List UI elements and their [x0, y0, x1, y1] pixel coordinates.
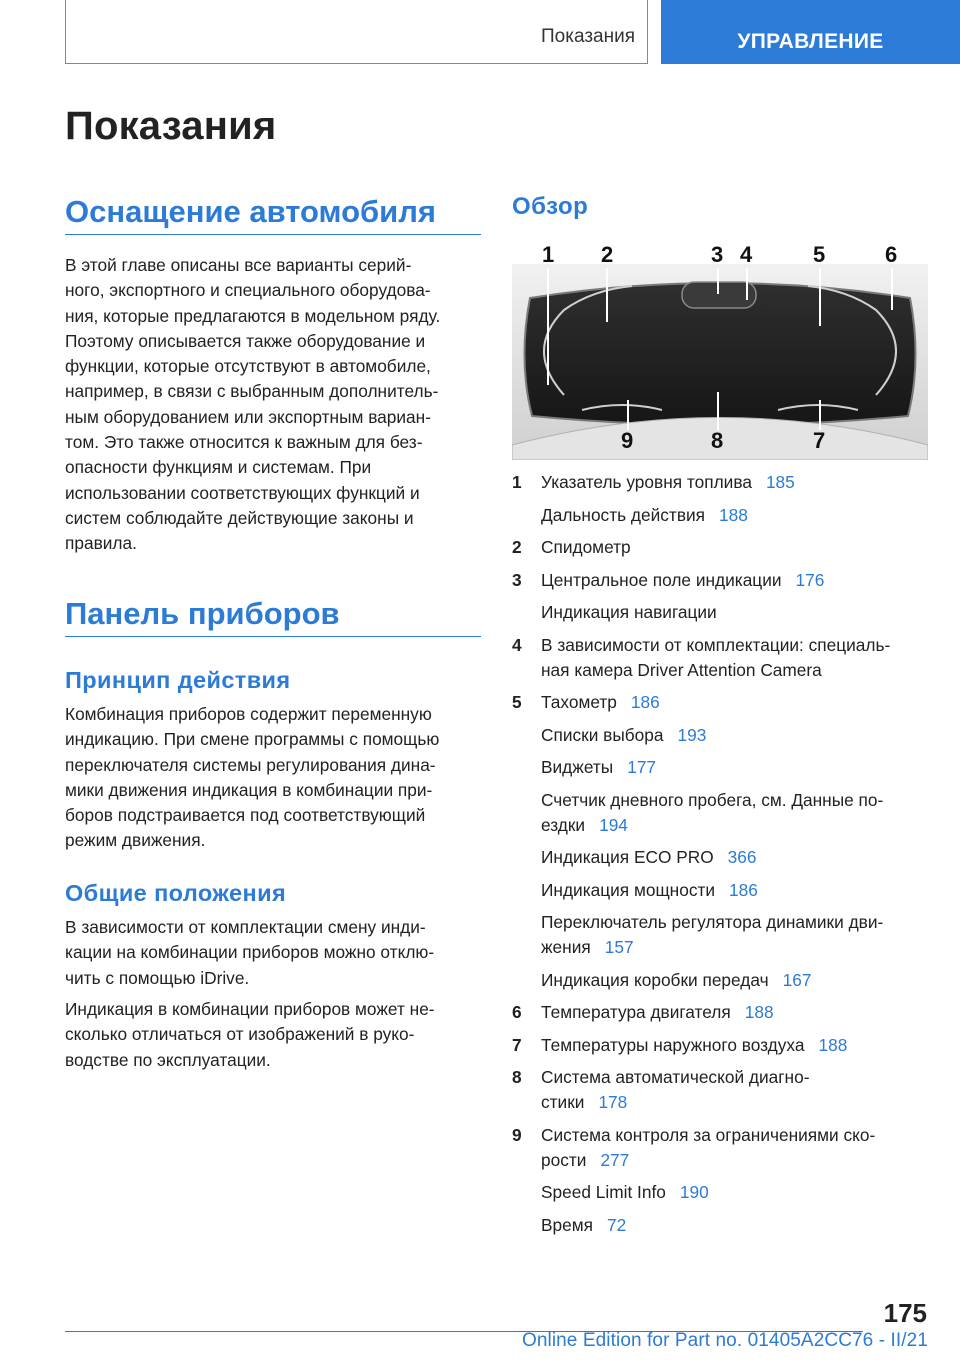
- legend-text: Тахометр: [541, 692, 617, 712]
- legend-item: [512, 910, 928, 960]
- instrument-cluster-image: [512, 240, 928, 460]
- legend-item: [512, 968, 928, 993]
- callout-2: 2: [601, 242, 614, 267]
- equipment-heading: Оснащение автомобиля: [65, 194, 436, 229]
- legend-item: [512, 1033, 928, 1058]
- legend-item: [512, 723, 928, 748]
- legend-item: [512, 690, 928, 715]
- legend-item: [512, 1065, 928, 1115]
- overview-heading: Обзор: [512, 193, 589, 220]
- legend-item: [512, 788, 928, 838]
- page-ref-link[interactable]: 176: [795, 569, 825, 590]
- legend-number: 8: [512, 1067, 522, 1087]
- legend-text: Дальность действия: [541, 504, 706, 525]
- legend-list: [512, 470, 928, 1245]
- legend-text: Индикация мощности: [541, 879, 716, 900]
- page-ref-link[interactable]: 72: [607, 1214, 627, 1235]
- legend-number: 5: [512, 692, 522, 712]
- principle-text: Комбинация приборов содержит переменную индикацию. При смене программы с помощью переключателя системы регулирования дина- мики движения индикация в комбинации при- боров подстраивается под соответствующий режим движения.: [65, 704, 440, 851]
- legend-number: 9: [512, 1124, 522, 1145]
- legend-number: 4: [512, 634, 522, 655]
- page-ref-link[interactable]: 178: [598, 1092, 628, 1112]
- page-ref-link[interactable]: 186: [729, 879, 758, 900]
- callout-9: 9: [621, 428, 634, 453]
- callout-5: 5: [813, 242, 826, 267]
- page-ref-link[interactable]: 188: [719, 504, 748, 525]
- general-text-1: В зависимости от комплектации смену инди- кации на комбинации приборов можно отклю- чить с помощью iDrive.: [65, 917, 435, 988]
- legend-text: Спидометр: [541, 537, 631, 557]
- legend-number: 2: [512, 537, 522, 557]
- callout-6: 6: [885, 242, 898, 267]
- page-ref-link[interactable]: 190: [679, 1182, 709, 1202]
- legend-item: [512, 568, 928, 593]
- legend-number: 3: [512, 569, 522, 590]
- page-ref-link[interactable]: 194: [599, 814, 628, 835]
- callout-7: 7: [813, 428, 826, 453]
- legend-text: В зависимости от комплектации: специаль- ная камера Driver Attention Camera: [541, 634, 891, 680]
- footer-edition: Online Edition for Part no. 01405A2CC76 - II/21: [521, 1330, 928, 1351]
- page-number: 175: [883, 1298, 927, 1328]
- legend-item: [512, 470, 928, 495]
- legend-item: [512, 1000, 928, 1025]
- equipment-text: В этой главе описаны все варианты серий- ного, экспортного и специального оборудова- ния, которые предлагаются в модельном ряду. Поэтому описывается также оборудование и функции, которые отсутствуют в автомобиле, например, в связи с выбранным дополнитель- ным оборудованием или экспортным вариан- том. Это также относится к важным для без- опасности функциям и системам. При использовании соответствующих функций и систем соблюдайте действующие законы и правила.: [65, 255, 441, 554]
- legend-item: [512, 503, 928, 528]
- legend-item: [512, 535, 928, 560]
- page-ref-link[interactable]: 188: [744, 1002, 774, 1022]
- legend-text: Виджеты: [541, 757, 614, 777]
- legend-text: Индикация ECO PRO: [541, 847, 714, 867]
- header-section-label: Показания: [541, 26, 635, 47]
- panel-heading: Панель приборов: [65, 596, 340, 631]
- page-ref-link[interactable]: 366: [727, 847, 757, 867]
- equipment-heading-rule: [65, 234, 481, 235]
- callout-1: 1: [542, 242, 555, 267]
- legend-item: [512, 633, 928, 683]
- legend-text: Счетчик дневного пробега, см. Данные по- ездки: [541, 789, 884, 835]
- legend-item: [512, 755, 928, 780]
- legend-item: [512, 878, 928, 903]
- page-ref-link[interactable]: 277: [600, 1149, 630, 1170]
- legend-item: [512, 1123, 928, 1173]
- callout-8: 8: [711, 428, 724, 453]
- legend-text: Система контроля за ограничениями ско- рости: [541, 1124, 876, 1170]
- legend-text: Время: [541, 1214, 593, 1235]
- legend-text: Переключатель регулятора динамики дви- жения: [541, 912, 884, 957]
- legend-text: Температуры наружного воздуха: [541, 1034, 805, 1055]
- legend-text: Списки выбора: [541, 724, 664, 745]
- legend-text: Центральное поле индикации: [541, 569, 782, 590]
- legend-item: [512, 1213, 928, 1238]
- legend-text: Система автоматической диагно- стики: [541, 1067, 810, 1112]
- principle-heading: Принцип действия: [65, 667, 291, 693]
- page-title: Показания: [65, 104, 277, 148]
- page-ref-link[interactable]: 185: [765, 472, 795, 492]
- header-chapter-tab: УПРАВЛЕНИЕ: [661, 0, 960, 64]
- page-ref-link[interactable]: 157: [604, 937, 634, 957]
- page-ref-link[interactable]: 188: [818, 1034, 848, 1055]
- legend-item: [512, 1180, 928, 1205]
- page-ref-link[interactable]: 186: [630, 692, 660, 712]
- callout-3: 3: [711, 242, 724, 267]
- page-ref-link[interactable]: 177: [627, 757, 657, 777]
- instrument-cluster-illustration: [512, 240, 928, 460]
- legend-text: Указатель уровня топлива: [541, 472, 752, 492]
- page-ref-link[interactable]: 193: [677, 724, 707, 745]
- page-ref-link[interactable]: 167: [782, 969, 812, 990]
- legend-text: Индикация коробки передач: [541, 969, 769, 990]
- legend-number: 7: [512, 1034, 522, 1055]
- legend-number: 6: [512, 1002, 522, 1022]
- legend-text: Speed Limit Info: [541, 1182, 666, 1202]
- legend-item: [512, 600, 928, 625]
- legend-number: 1: [512, 472, 522, 492]
- callout-4: 4: [740, 242, 753, 267]
- panel-heading-rule: [65, 636, 481, 637]
- legend-text: Индикация навигации: [541, 602, 717, 622]
- legend-text: Температура двигателя: [541, 1002, 731, 1022]
- legend-item: [512, 845, 928, 870]
- header-section-box: [65, 0, 648, 64]
- general-text-2: Индикация в комбинации приборов может не- сколько отличаться от изображений в руко- водстве по эксплуатации.: [65, 999, 435, 1070]
- general-heading: Общие положения: [65, 880, 287, 906]
